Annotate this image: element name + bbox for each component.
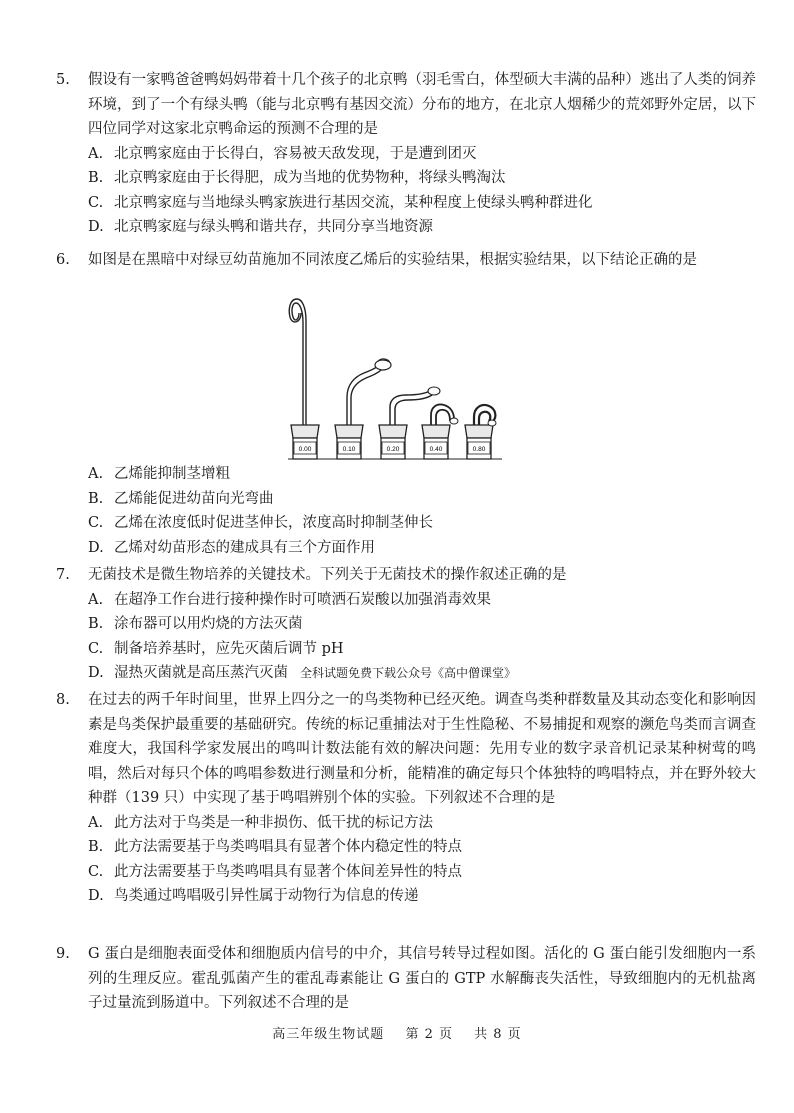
option-text: 北京鸭家庭由于长得肥，成为当地的优势物种，将绿头鸭淘汰 <box>114 170 506 186</box>
question-stem: G 蛋白是细胞表面受体和细胞质内信号的中介，其信号转导过程如图。活化的 G 蛋白能引发细胞内一系列的生理反应。霍乱弧菌产生的霍乱毒素能让 G 蛋白的 GTP 水解酶丧失活性，导致细胞内的无机盐离子过量流到肠道中。下列叙述不合理的是 <box>88 946 756 1011</box>
question-6 <box>56 248 756 273</box>
option-text: 乙烯在浓度低时促进茎伸长，浓度高时抑制茎伸长 <box>114 515 433 531</box>
option-text: 乙烯能抑制茎增粗 <box>114 466 230 482</box>
option-letter: D. <box>88 219 104 235</box>
option-text: 涂布器可以用灼烧的方法灭菌 <box>114 616 303 632</box>
question-stem: 假设有一家鸭爸爸鸭妈妈带着十几个孩子的北京鸭（羽毛雪白，体型硕大丰满的品种）逃出了人类的饲养环境，到了一个有绿头鸭（能与北京鸭有基因交流）分布的地方，在北京人烟稀少的荒郊野外定居，以下四位同学对这家北京鸭命运的预测不合理的是 <box>88 72 756 137</box>
option-letter: A. <box>88 814 104 831</box>
option-d <box>88 884 756 909</box>
option-text: 北京鸭家庭与当地绿头鸭家族进行基因交流，某种程度上使绿头鸭种群进化 <box>114 194 593 211</box>
question-9 <box>56 942 756 1016</box>
option-c <box>88 637 756 662</box>
option-c <box>88 860 756 885</box>
option-text: 鸟类通过鸣唱吸引异性属于动物行为信息的传递 <box>114 888 419 904</box>
option-a <box>88 811 756 836</box>
option-text: 此方法对于鸟类是一种非损伤、低干扰的标记方法 <box>114 814 433 831</box>
option-letter: C. <box>88 640 104 657</box>
option-letter: C. <box>88 863 104 880</box>
option-text: 乙烯能促进幼苗向光弯曲 <box>114 490 274 507</box>
question-stem: 无菌技术是微生物培养的关键技术。下列关于无菌技术的操作叙述正确的是 <box>88 567 567 583</box>
question-number: 6. <box>56 252 70 268</box>
option-d <box>88 536 756 561</box>
option-letter: D. <box>88 665 104 681</box>
option-letter: B. <box>88 616 104 632</box>
pot-label: 0.00 <box>298 446 312 453</box>
option-letter: B. <box>88 170 104 186</box>
question-number: 9. <box>56 946 70 962</box>
pot-label: 0.20 <box>386 446 400 453</box>
option-d <box>88 215 756 240</box>
option-a <box>88 142 756 167</box>
question-number: 8. <box>56 692 70 708</box>
footer-page: 第 2 页 <box>405 1027 453 1042</box>
option-c <box>88 511 756 536</box>
option-b <box>88 487 756 512</box>
option-letter: A. <box>88 145 104 162</box>
option-letter: C. <box>88 515 104 531</box>
question-stem: 如图是在黑暗中对绿豆幼苗施加不同浓度乙烯后的实验结果，根据实验结果，以下结论正确的是 <box>88 252 697 268</box>
option-a <box>88 462 756 487</box>
option-text: 乙烯对幼苗形态的建成具有三个方面作用 <box>114 539 375 556</box>
option-letter: D. <box>88 539 104 556</box>
pot-label: 0.10 <box>342 446 356 453</box>
option-b <box>88 835 756 860</box>
option-letter: B. <box>88 839 104 855</box>
option-text: 制备培养基时，应先灭菌后调节 pH <box>114 640 344 657</box>
seedling-figure <box>288 293 502 461</box>
option-a <box>88 588 756 613</box>
question-5 <box>56 68 756 240</box>
pot-label: 0.80 <box>472 446 486 453</box>
option-letter: A. <box>88 466 104 482</box>
option-letter: A. <box>88 591 104 608</box>
option-b <box>88 612 756 637</box>
question-number: 5. <box>56 72 70 88</box>
footer-total: 共 8 页 <box>474 1027 522 1042</box>
option-d <box>88 661 756 686</box>
pot-1 <box>289 299 319 459</box>
option-text: 北京鸭家庭由于长得白，容易被天敌发现，于是遭到团灭 <box>114 145 477 162</box>
option-c <box>88 191 756 216</box>
option-letter: B. <box>88 490 104 507</box>
option-text: 湿热灭菌就是高压蒸汽灭菌 <box>114 665 288 681</box>
seedling-diagram <box>288 293 502 461</box>
footer-subject: 高三年级生物试题 <box>272 1027 385 1042</box>
pot-label: 0.40 <box>429 446 443 453</box>
option-text: 此方法需要基于鸟类鸣唱具有显著个体间差异性的特点 <box>114 863 462 880</box>
option-letter: D. <box>88 888 104 904</box>
question-6-options <box>56 462 756 560</box>
question-stem: 在过去的两千年时间里，世界上四分之一的鸟类物种已经灭绝。调查鸟类种群数量及其动态变化和影响因素是鸟类保护最重要的基础研究。传统的标记重捕法对于生性隐秘、不易捕捉和观察的濒危鸟类而言调查难度大，我国科学家发展出的鸣叫计数法能有效的解决问题：先用专业的数字录音机记录某种树莺的鸣唱，然后对每只个体的鸣唱参数进行测量和分析，能精准的确定每只个体独特的鸣唱特点，并在野外较大种群（139 只）中实现了基于鸣唱辨别个体的实验。下列叙述不合理的是 <box>88 692 756 806</box>
question-8 <box>56 688 756 909</box>
option-text: 在超净工作台进行接种操作时可喷洒石炭酸以加强消毒效果 <box>114 591 491 608</box>
page-footer <box>0 1023 794 1042</box>
option-b <box>88 166 756 191</box>
option-letter: C. <box>88 194 104 211</box>
option-text: 北京鸭家庭与绿头鸭和谐共存，共同分享当地资源 <box>114 219 433 235</box>
question-7 <box>56 563 756 686</box>
watermark-note: 全科试题免费下载公众号《高中僧课堂》 <box>300 666 517 680</box>
option-text: 此方法需要基于鸟类鸣唱具有显著个体内稳定性的特点 <box>114 839 462 855</box>
question-number: 7. <box>56 567 70 583</box>
